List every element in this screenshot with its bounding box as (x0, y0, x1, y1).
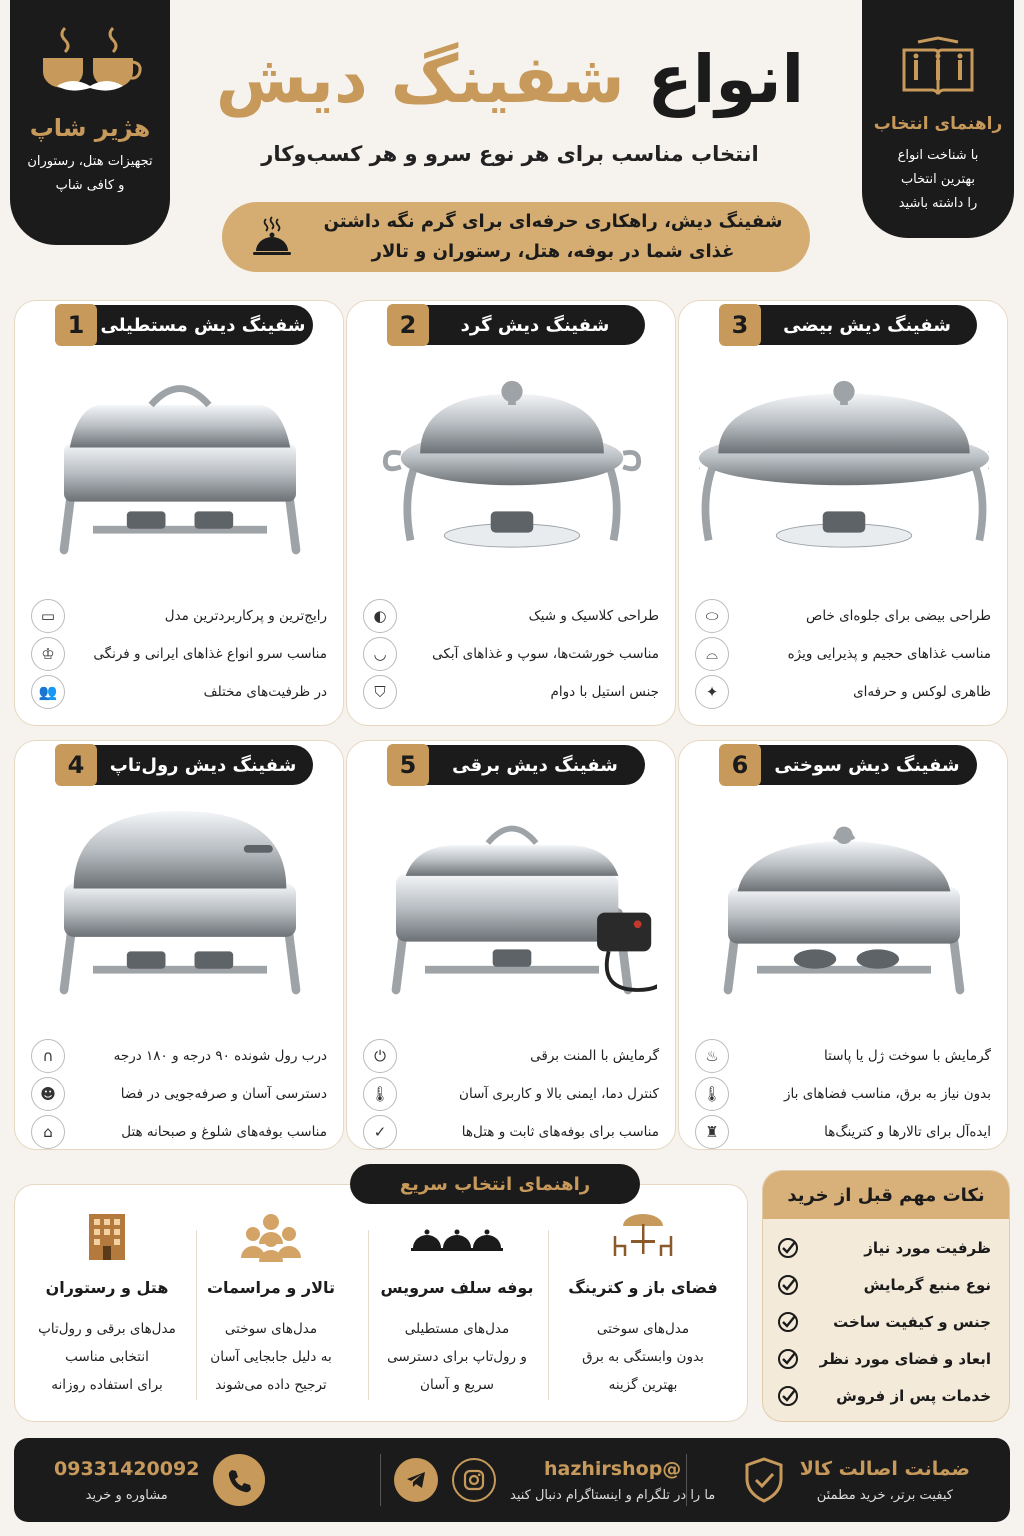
product-card-rectangular[interactable] (14, 300, 344, 726)
feature-item (695, 1037, 991, 1075)
feature-item (363, 673, 659, 711)
guarantee (742, 1438, 970, 1522)
feature-item (695, 1113, 991, 1151)
card-number: 2 (387, 304, 429, 346)
brand-tagline-line1: تجهیزات هتل، رستوران (27, 154, 153, 169)
feature-text: طراحی کلاسیک و شیک (528, 608, 659, 624)
guide-text (862, 144, 1014, 216)
quick-col-title: بوفه سلف سرویس (380, 1278, 534, 1297)
feature-text: درب رول شونده ۹۰ درجه و ۱۸۰ درجه (113, 1048, 327, 1064)
tip-text: خدمات پس از فروش (836, 1386, 991, 1405)
feature-list (363, 597, 659, 711)
brand-badge (10, 0, 170, 245)
social-sub: ما را در تلگرام و اینستاگرام دنبال کنید (510, 1487, 716, 1503)
feature-list (31, 597, 327, 711)
divider (368, 1230, 369, 1400)
plug-icon: ⏻ (363, 1039, 397, 1073)
card-title: شفینگ دیش مستطیلی (100, 314, 306, 336)
feature-text: مناسب برای بوفه‌های ثابت و هتل‌ها (461, 1124, 659, 1140)
quick-col-line: بدون وابستگی به برق (582, 1349, 704, 1365)
feature-text: مناسب خورشت‌ها، سوپ و غذاهای آبکی (432, 646, 659, 662)
feature-text: رایج‌ترین و پرکاربردترین مدل (164, 608, 327, 624)
guide-line2: بهترین انتخاب (900, 172, 976, 187)
feature-text: مناسب سرو انواع غذاهای ایرانی و فرنگی (93, 646, 327, 662)
feature-list (695, 597, 991, 711)
feature-item (695, 1075, 991, 1113)
chafing-dish-image (367, 803, 657, 1003)
instagram-icon[interactable] (452, 1458, 496, 1502)
chafing-dish-image (699, 803, 989, 1003)
feature-item (695, 673, 991, 711)
phone[interactable] (54, 1438, 265, 1522)
quick-col-hall (186, 1210, 356, 1399)
feature-text: بدون نیاز به برق، مناسب فضاهای باز (784, 1086, 991, 1102)
check-icon (777, 1311, 799, 1333)
card-header (387, 745, 645, 785)
quick-col-hotel (22, 1210, 192, 1399)
chef-icon: ♔ (31, 637, 65, 671)
social[interactable] (394, 1438, 715, 1522)
chafing-dish-image (699, 363, 989, 563)
quick-col-line: به دلیل جابجایی آسان (210, 1349, 332, 1365)
feature-item (31, 673, 327, 711)
thermometer-icon: 🌡 (363, 1077, 397, 1111)
cloche-icon (250, 215, 294, 259)
cloche-icon: ⌓ (695, 637, 729, 671)
quick-col-line: مدل‌های سوختی (224, 1321, 318, 1337)
umbrella-table-icon (611, 1210, 675, 1262)
product-card-oval[interactable] (678, 300, 1008, 726)
quick-col-line: برای استفاده روزانه (51, 1377, 163, 1393)
feature-item (31, 1113, 327, 1151)
title-gold: شفینگ دیش (215, 41, 625, 118)
footer (14, 1438, 1010, 1522)
phone-text (54, 1458, 199, 1503)
card-title: شفینگ دیش برقی (452, 754, 618, 776)
phone-sub: مشاوره و خرید (85, 1487, 168, 1503)
soup-bowl-icon: ◡ (363, 637, 397, 671)
guide-line1: با شناخت انواع (897, 148, 979, 163)
card-title: شفینگ دیش سوختی (774, 754, 960, 776)
feature-item (363, 597, 659, 635)
phone-number[interactable]: 09331420092 (54, 1457, 200, 1480)
feature-text: کنترل دما، ایمنی بالا و کاربری آسان (459, 1086, 659, 1102)
card-header (387, 305, 645, 345)
product-card-fuel[interactable] (678, 740, 1008, 1150)
feature-list (363, 1037, 659, 1151)
page-title (190, 30, 830, 130)
card-number: 3 (719, 304, 761, 346)
shield-check-icon (742, 1456, 786, 1504)
feature-text: ایده‌آل برای تالارها و کترینگ‌ها (824, 1124, 991, 1140)
feature-item (31, 1075, 327, 1113)
guide-badge (862, 0, 1014, 238)
card-header (719, 745, 977, 785)
brand-tagline-line2: و کافی شاپ (55, 178, 125, 193)
check-icon (777, 1385, 799, 1407)
sparkle-icon: ✦ (695, 675, 729, 709)
oval-icon: ⬭ (695, 599, 729, 633)
quick-col-text (186, 1315, 356, 1399)
intro-line1: شفینگ دیش، راهکاری حرفه‌ای برای گرم نگه داشتن (323, 211, 783, 232)
event-icon: ♜ (695, 1115, 729, 1149)
group-icon: ☻ (31, 1077, 65, 1111)
feature-item (31, 635, 327, 673)
shield-check-icon: ✓ (363, 1115, 397, 1149)
feature-item (363, 1037, 659, 1075)
tip-item (763, 1266, 1009, 1303)
product-card-round[interactable] (346, 300, 676, 726)
card-header (719, 305, 977, 345)
phone-icon[interactable] (213, 1454, 265, 1506)
intro-line2: غذای شما در بوفه، هتل، رستوران و تالار (371, 241, 735, 262)
feature-list (695, 1037, 991, 1151)
quick-col-text (558, 1315, 728, 1399)
quick-col-title: فضای باز و کترینگ (568, 1278, 718, 1297)
card-header (55, 305, 313, 345)
building-icon (75, 1210, 139, 1262)
tip-item (763, 1377, 1009, 1414)
page-subtitle: انتخاب مناسب برای هر نوع سرو و هر کسب‌وکار (261, 142, 759, 166)
hotel-icon: ⌂ (31, 1115, 65, 1149)
card-number: 1 (55, 304, 97, 346)
rolltop-icon: ∩ (31, 1039, 65, 1073)
guarantee-title: ضمانت اصالت کالا (799, 1457, 970, 1480)
chafing-dish-image (367, 363, 657, 563)
quick-col-line: مدل‌های برقی و رول‌تاپ (38, 1321, 176, 1337)
feature-item (31, 597, 327, 635)
feature-item (695, 597, 991, 635)
feature-item (31, 1037, 327, 1075)
feature-text: مناسب بوفه‌های شلوغ و صبحانه هتل (121, 1124, 327, 1140)
card-number: 5 (387, 744, 429, 786)
quick-col-line: مدل‌های سوختی (596, 1321, 690, 1337)
quick-col-title: هتل و رستوران (45, 1278, 169, 1297)
quick-col-title: تالار و مراسمات (206, 1278, 336, 1297)
chafing-dish-image (35, 803, 325, 1003)
card-title: شفینگ دیش رول‌تاپ (109, 754, 297, 776)
telegram-icon[interactable] (394, 1458, 438, 1502)
book-icon (898, 36, 978, 98)
check-icon (777, 1348, 799, 1370)
feature-text: دسترسی آسان و صرفه‌جویی در فضا (120, 1086, 327, 1102)
tip-text: ظرفیت مورد نیاز (864, 1238, 991, 1257)
tips-list (763, 1219, 1009, 1414)
tip-item (763, 1340, 1009, 1377)
people-icon: 👥 (31, 675, 65, 709)
brand-name: هژیر شاپ (29, 114, 151, 142)
cups-logo-icon (35, 24, 145, 104)
check-icon (777, 1237, 799, 1259)
quick-col-line: سریع و آسان (420, 1377, 494, 1393)
chafing-dish-image (35, 363, 325, 563)
flame-icon: ♨ (695, 1039, 729, 1073)
feature-text: ظاهری لوکس و حرفه‌ای (853, 684, 991, 700)
quick-col-line: بهترین گزینه (608, 1377, 678, 1393)
feature-text: در ظرفیت‌های مختلف (203, 684, 327, 700)
feature-text: گرمایش با سوخت ژل یا پاستا (824, 1048, 991, 1064)
product-card-electric[interactable] (346, 740, 676, 1150)
feature-text: طراحی بیضی برای جلوه‌ای خاص (806, 608, 991, 624)
feature-text: جنس استیل با دوام (550, 684, 659, 700)
feature-list (31, 1037, 327, 1151)
feature-item (363, 1075, 659, 1113)
quick-col-line: و رول‌تاپ برای دسترسی (387, 1349, 527, 1365)
quick-col-line: مدل‌های مستطیلی (404, 1321, 510, 1337)
tip-text: نوع منبع گرمایش (863, 1275, 991, 1294)
brand-tagline (10, 150, 170, 198)
divider (548, 1230, 549, 1400)
footer-divider (380, 1454, 381, 1506)
quick-col-buffet (372, 1210, 542, 1399)
audience-icon (239, 1210, 303, 1262)
feature-item (363, 635, 659, 673)
quick-col-text (22, 1315, 192, 1399)
intro-pill (222, 202, 810, 272)
card-title: شفینگ دیش گرد (460, 314, 610, 336)
feature-text: گرمایش با المنت برقی (530, 1048, 659, 1064)
quick-col-line: انتخابی مناسب (65, 1349, 149, 1365)
tip-text: ابعاد و فضای مورد نظر (819, 1349, 991, 1368)
shield-icon: ⛉ (363, 675, 397, 709)
rectangle-tray-icon: ▭ (31, 599, 65, 633)
check-icon (777, 1274, 799, 1296)
card-number: 6 (719, 744, 761, 786)
intro-text (324, 207, 783, 267)
quick-col-text (372, 1315, 542, 1399)
tip-item (763, 1229, 1009, 1266)
title-dark: انواع (647, 41, 805, 118)
card-number: 4 (55, 744, 97, 786)
social-text (510, 1458, 715, 1503)
cloches-icon (409, 1210, 505, 1262)
quick-col-line: ترجیح داده می‌شوند (215, 1377, 327, 1393)
tip-item (763, 1303, 1009, 1340)
guide-title: راهنمای انتخاب (873, 114, 1003, 134)
thermometer-icon: 🌡 (695, 1077, 729, 1111)
card-title: شفینگ دیش بیضی (783, 314, 951, 336)
guide-line3: را داشته باشید (898, 196, 978, 211)
quick-col-outdoor (558, 1210, 728, 1399)
product-card-rolltop[interactable] (14, 740, 344, 1150)
tip-text: جنس و کیفیت ساخت (833, 1312, 991, 1331)
round-icon: ◐ (363, 599, 397, 633)
feature-item (695, 635, 991, 673)
feature-text: مناسب غذاهای حجیم و پذیرایی ویژه (787, 646, 991, 662)
card-header (55, 745, 313, 785)
feature-item (363, 1113, 659, 1151)
social-handle[interactable]: @hazhirshop (543, 1457, 682, 1480)
guarantee-sub: کیفیت برتر، خرید مطمئن (816, 1487, 953, 1503)
guarantee-text (800, 1458, 970, 1503)
quick-guide-title: راهنمای انتخاب سریع (350, 1164, 640, 1204)
tips-panel (762, 1170, 1010, 1422)
tips-title: نکات مهم قبل از خرید (763, 1171, 1009, 1219)
